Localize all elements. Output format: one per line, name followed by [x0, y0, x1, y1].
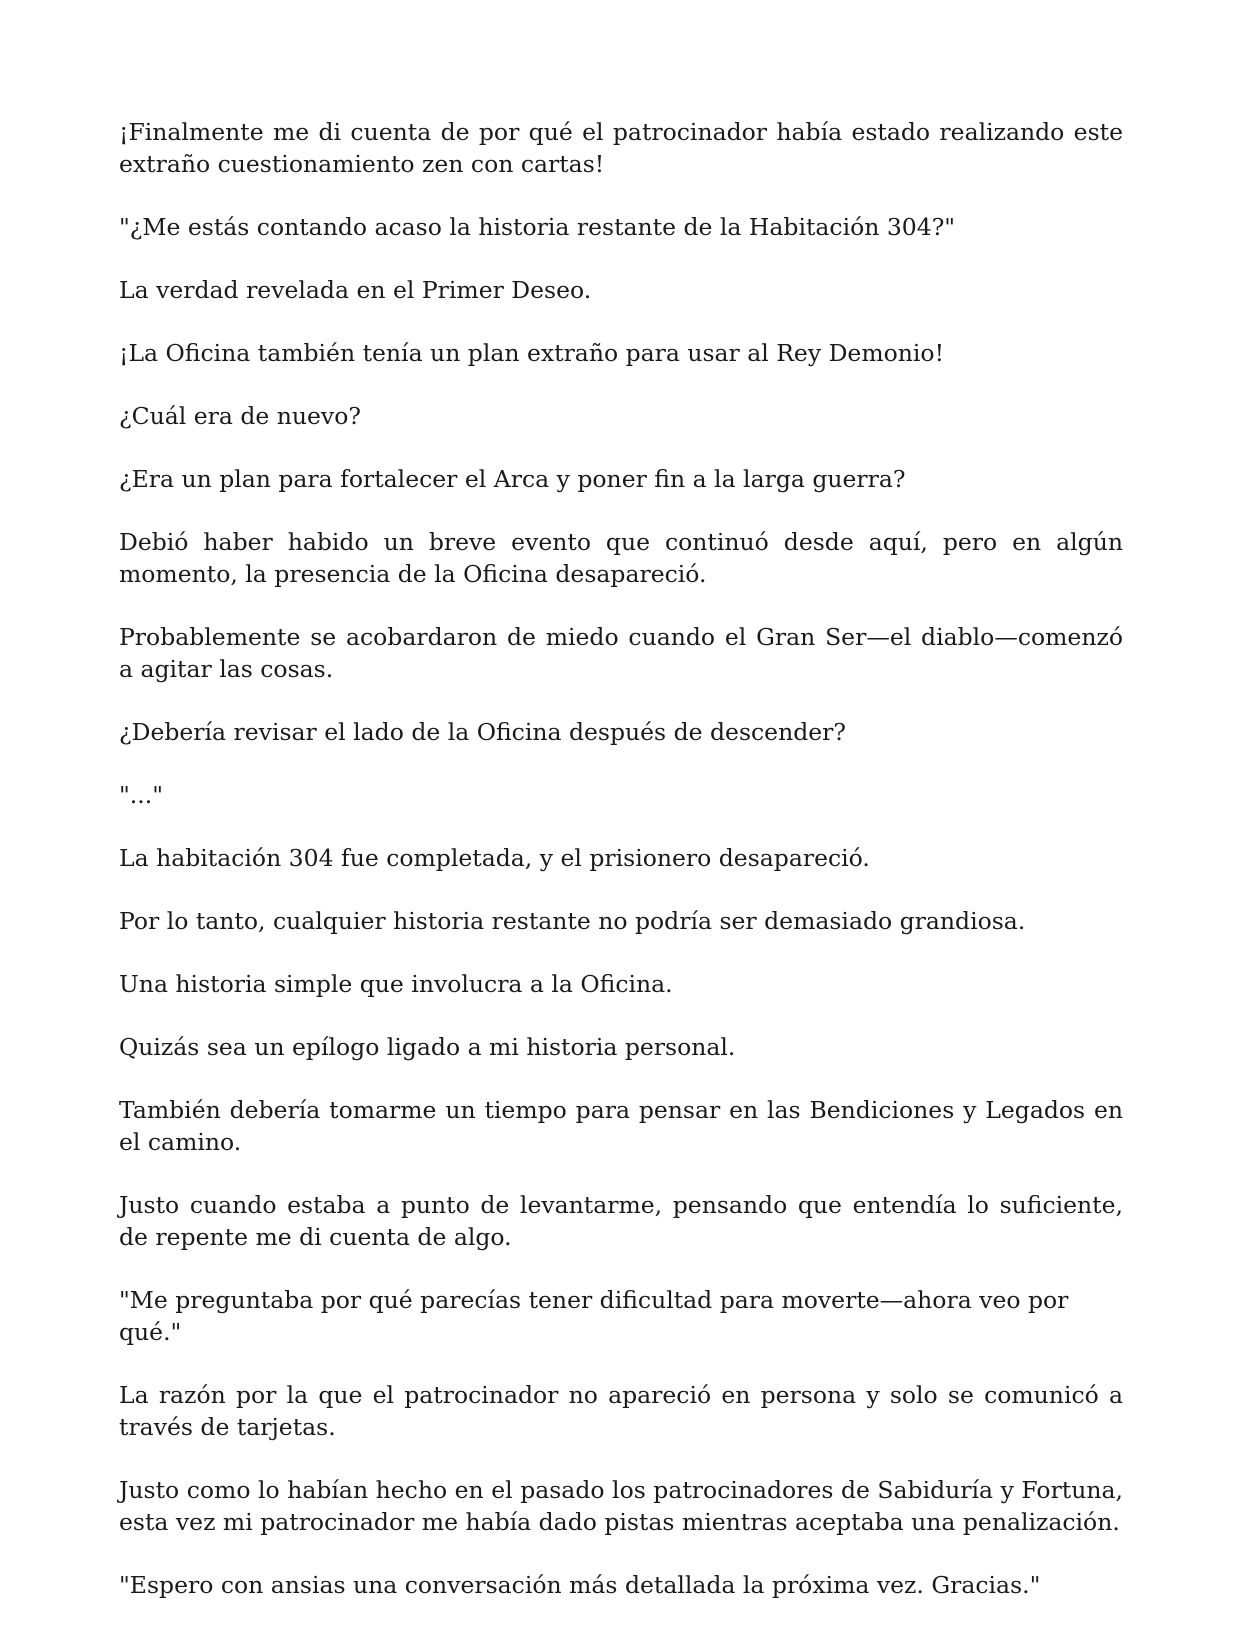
paragraph: "Espero con ansias una conversación más detallada la próxima vez. Gracias." — [119, 1571, 1041, 1599]
paragraph: También debería tomarme un tiempo para pensar en las Bendiciones y Legados en el camino. — [119, 1096, 1123, 1156]
paragraph: Debió haber habido un breve evento que continuó desde aquí, pero en algún momento, la presencia de la Oficina desapareció. — [119, 528, 1123, 588]
paragraph: La razón por la que el patrocinador no apareció en persona y solo se comunicó a través de tarjetas. — [119, 1381, 1123, 1441]
paragraph: Quizás sea un epílogo ligado a mi historia personal. — [119, 1033, 736, 1061]
paragraph: "..." — [119, 781, 164, 809]
paragraph: ¿Era un plan para fortalecer el Arca y poner fin a la larga guerra? — [119, 465, 906, 493]
paragraph: ¿Debería revisar el lado de la Oficina después de descender? — [119, 718, 847, 746]
paragraph: La verdad revelada en el Primer Deseo. — [119, 276, 592, 304]
paragraph: ¡Finalmente me di cuenta de por qué el patrocinador había estado realizando este extraño cuestionamiento zen con cartas! — [119, 118, 1123, 178]
paragraph: "¿Me estás contando acaso la historia restante de la Habitación 304?" — [119, 213, 956, 241]
paragraph: Una historia simple que involucra a la Oficina. — [119, 970, 673, 998]
document-body — [119, 116, 1123, 1632]
paragraph: Por lo tanto, cualquier historia restante no podría ser demasiado grandiosa. — [119, 907, 1026, 935]
paragraph: ¡La Oficina también tenía un plan extraño para usar al Rey Demonio! — [119, 339, 945, 367]
paragraph: Justo cuando estaba a punto de levantarme, pensando que entendía lo suficiente, de repente me di cuenta de algo. — [119, 1191, 1123, 1251]
paragraph: Justo como lo habían hecho en el pasado los patrocinadores de Sabiduría y Fortuna, esta vez mi patrocinador me había dado pistas mientras aceptaba una penalización. — [119, 1476, 1123, 1536]
paragraph: Probablemente se acobardaron de miedo cuando el Gran Ser—el diablo—comenzó a agitar las cosas. — [119, 623, 1123, 683]
paragraph: "Me preguntaba por qué parecías tener dificultad para moverte—ahora veo por qué." — [119, 1286, 1069, 1346]
paragraph: La habitación 304 fue completada, y el prisionero desapareció. — [119, 844, 870, 872]
paragraph: ¿Cuál era de nuevo? — [119, 402, 361, 430]
